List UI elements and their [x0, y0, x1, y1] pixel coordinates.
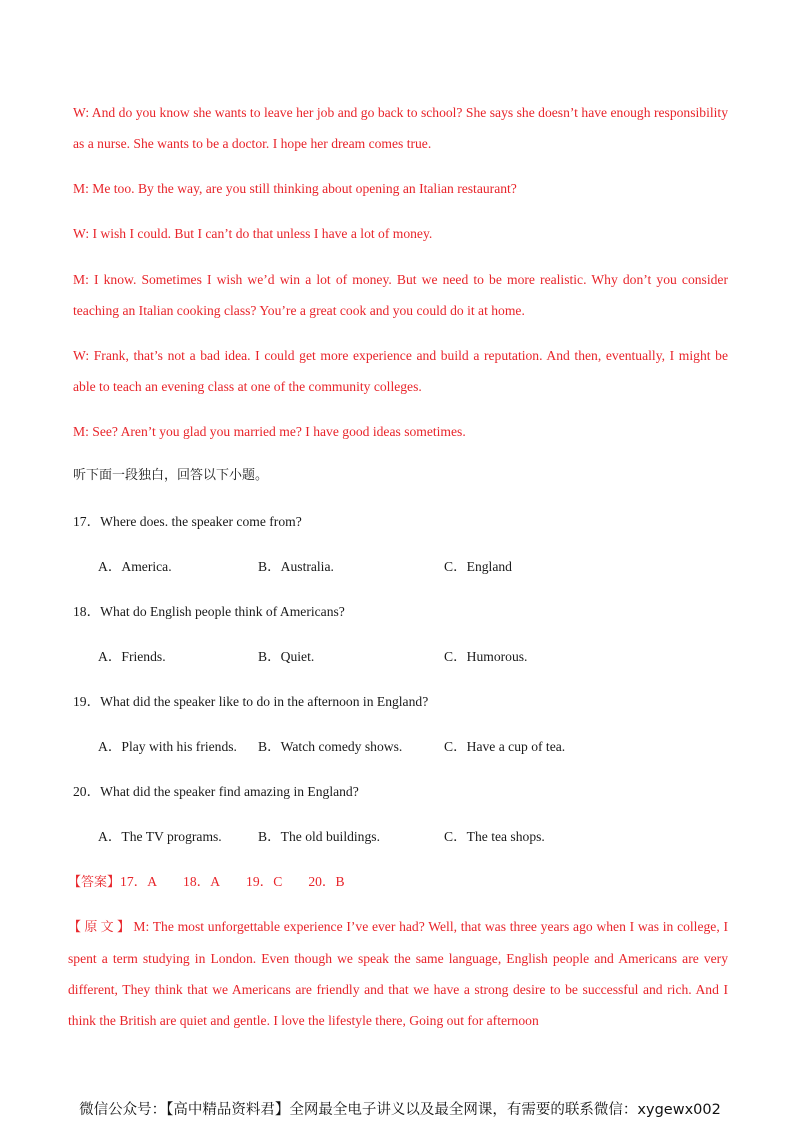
- q17-option-b: B．Australia.: [258, 559, 334, 574]
- q17-option-c: C．England: [444, 559, 512, 574]
- answer-label: 【答案】: [68, 875, 121, 890]
- q19-option-c: C．Have a cup of tea.: [444, 739, 566, 754]
- q20-option-b: B．The old buildings.: [258, 829, 380, 844]
- dialogue-line-2: M: Me too. By the way, are you still thinking about opening an Italian restaurant?: [73, 181, 517, 196]
- answer-18: 18．A: [183, 874, 221, 889]
- dialogue-line-5: W: Frank, that’s not a bad idea. I could get more experience and build a reputation. And then, eventually, I might be able to teach an evening class at one of the community colleges.: [73, 348, 728, 394]
- section-instruction: 听下面一段独白，回答以下小题。: [73, 468, 269, 483]
- q17-option-a: A．America.: [98, 559, 172, 574]
- answer-20: 20．B: [308, 874, 345, 889]
- question-17: 17．Where does. the speaker come from?: [73, 514, 302, 529]
- transcript-paragraph: [68, 911, 728, 1036]
- q18-option-a: A．Friends.: [98, 649, 166, 664]
- q19-option-a: A．Play with his friends.: [98, 739, 237, 754]
- transcript-label: 【原文】: [68, 920, 134, 935]
- page-footer: 微信公众号：【高中精品资料君】全网最全电子讲义以及最全网课，有需要的联系微信：xygewx002: [79, 1102, 721, 1118]
- dialogue-line-4: M: I know. Sometimes I wish we’d win a lot of money. But we need to be more realistic. Why don’t you consider teaching an Italian cooking class? You’re a great cook and you could do it at home.: [73, 272, 728, 318]
- q18-option-c: C．Humorous.: [444, 649, 528, 664]
- answer-17: 17．A: [120, 874, 158, 889]
- dialogue-line-6: M: See? Aren’t you glad you married me? I have good ideas sometimes.: [73, 424, 466, 439]
- question-18: 18．What do English people think of Americans?: [73, 604, 345, 619]
- answer-line: [68, 872, 371, 893]
- dialogue-line-1: W: And do you know she wants to leave her job and go back to school? She says she doesn’t have enough responsibility as a nurse. She wants to be a doctor. I hope her dream comes true.: [73, 105, 728, 151]
- q19-option-b: B．Watch comedy shows.: [258, 739, 403, 754]
- q18-option-b: B．Quiet.: [258, 649, 315, 664]
- dialogue-line-3: W: I wish I could. But I can’t do that unless I have a lot of money.: [73, 226, 433, 241]
- q20-option-c: C．The tea shops.: [444, 829, 545, 844]
- transcript-text: M: The most unforgettable experience I’ve ever had? Well, that was three years ago when I was in college, I spent a term studying in London. Even though we speak the same language, English people and Americans are very different, They think that we Americans are friendly and that we have a strong desire to be successful and rich. And I think the British are quiet and gentle. I love the lifestyle there, Going out for afternoon: [68, 919, 728, 1028]
- q20-option-a: A．The TV programs.: [98, 829, 222, 844]
- question-19: 19．What did the speaker like to do in the afternoon in England?: [73, 694, 429, 709]
- question-20: 20．What did the speaker find amazing in England?: [73, 784, 359, 799]
- answer-19: 19．C: [246, 874, 283, 889]
